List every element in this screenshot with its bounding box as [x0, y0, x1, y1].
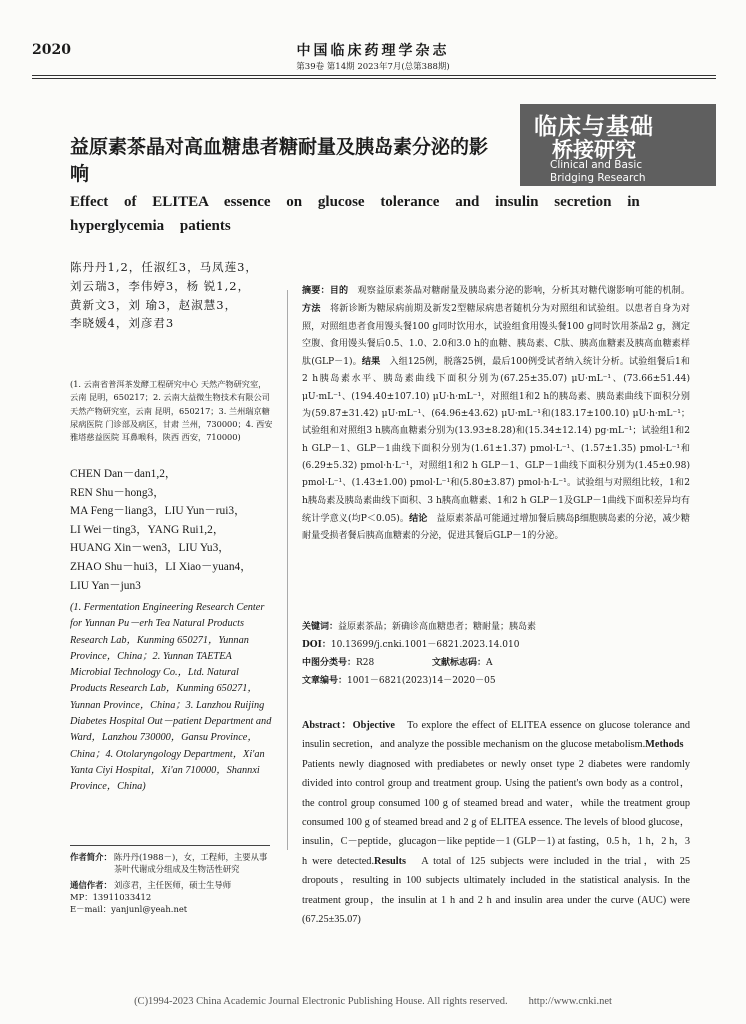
abstract-en	[302, 716, 694, 929]
doc-code-label: 文献标志码：	[432, 658, 487, 668]
section-logo-cn-line1: 临床与基础	[534, 113, 654, 140]
bio-label: 作者简介：	[70, 852, 112, 862]
doi-value: 10.13699/j.cnki.1001－6821.2023.14.010	[330, 640, 520, 650]
author-line: HUANG Xin－wen3，LIU Yu3，	[70, 542, 230, 555]
objective-label-cn: 目的	[329, 285, 349, 296]
results-label-cn: 结果	[361, 356, 381, 368]
article-number-label: 文章编号：	[302, 676, 348, 686]
doi-line	[302, 636, 690, 654]
classification-line	[302, 654, 690, 672]
objective-cn: 观察益原素茶晶对糖耐量及胰岛素分泌的影响，分析其对糖代谢影响可能的机制。	[348, 286, 690, 296]
author-notes-rule	[70, 845, 270, 846]
author-line: CHEN Dan－dan1,2，	[70, 468, 177, 480]
section-logo	[520, 104, 716, 186]
author-line: LIU Yan－jun3	[70, 579, 141, 592]
abstract-cn	[302, 282, 690, 545]
keywords-line	[302, 618, 690, 636]
results-cn: 入组125例，脱落25例，最后100例受试者纳入统计分析。试验组餐后1和2 h胰岛素水平、胰岛素曲线下面积分别为(67.25±35.07) μU·mL⁻¹、(73.66±51.44) μU·mL⁻¹、(194.40±107.10) μU·h·mL⁻¹，对照组1和2 h的胰岛素、胰岛素曲线下面积分别为(59.87±31.42) μU·mL⁻¹、(64.96±43.62) μU·mL⁻¹和(183.17±100.10) μU·h·mL⁻¹；试验组和对照组3 h胰高血糖素分别为(13.93±8.28)和(15.34±12.14) pg·mL⁻¹；试验组1和2 h GLP－1、GLP－1曲线下面积分别为(1.61±1.37) pmol·L⁻¹、(1.57±1.35) pmol·L⁻¹和(6.29±5.32) pmol·h·L⁻¹，对照组1和2 h GLP－1、GLP－1曲线下面积分别为(1.45±0.98) pmol·L⁻¹、(1.43±1.00) pmol·L⁻¹和(5.80±3.87) pmol·h·L⁻¹。试验组与对照组比较，1和2 h胰岛素及胰岛素曲线下面积、3 h胰高血糖素、1和2 h GLP－1及GLP－1曲线下面积差异均有统计学意义(均P＜0.05)。	[302, 357, 690, 524]
header-rule	[32, 75, 716, 76]
author-line: LI Wei－ting3，YANG Rui1,2，	[70, 523, 225, 536]
results-en: A total of 125 subjects were included in the trial，with 25 dropouts，resulting in 100 subjects ultimately included in the statistical analysis. In the treatment group，the insulin at 1 h and 2 h and insulin area under the curve (AUC) were (67.25±35.07)	[302, 855, 690, 926]
author-line: 李晓媛4，刘彦君3	[70, 316, 175, 331]
methods-label-cn: 方法	[302, 303, 321, 315]
author-line: 刘云瑞3，李伟婷3，杨 锐1,2，	[70, 278, 251, 293]
column-divider	[287, 290, 288, 850]
title-en: Effect of ELITEA essence on glucose tolerance and insulin secretion in hyperglycemia patients	[70, 194, 640, 234]
issue-line: 第39卷 第14期 2023年7月(总第388期)	[296, 62, 450, 72]
header-rule-thin	[32, 78, 716, 79]
author-line: 陈丹丹1,2，任淑红3，马凤莲3，	[70, 260, 258, 274]
section-logo-en-line2: Bridging Research	[550, 172, 646, 184]
conclusion-label-cn: 结论	[409, 512, 428, 524]
affiliations-cn: (1. 云南省普洱茶发酵工程研究中心 天然产物研究室，云南 昆明，650217；2. 云南大益微生物技术有限公司 天然产物研究室，云南 昆明，650217；3. 兰州瑞京糖尿病医院 门诊部及病区，甘肃 兰州，730000；4. 西安雅塔慈益医院 耳鼻喉科，陕西 西安，710000)	[70, 379, 273, 443]
objective-en: To explore the effect of ELITEA essence on glucose tolerance and insulin secretion，and analyze the possible mechanism on the glucose metabolism.	[302, 720, 691, 751]
doc-code-value: A	[486, 658, 493, 668]
author-line: 黄新文3，刘 瑜3，赵淑慧3，	[70, 297, 238, 312]
methods-cn: 将新诊断为糖尿病前期及新发2型糖尿病患者随机分为对照组和试验组。以患者自身为对照，对照组患者食用馒头餐100 g同时饮用水，试验组食用馒头餐100 g同时饮用茶晶2 g，测定空腹、食用馒头餐后0.5、1.0、2.0和3.0 h的血糖、胰岛素、C肽、胰高血糖素及胰高血糖素样肽(GLP－1)。	[302, 304, 690, 368]
class-value: R28	[356, 658, 375, 668]
copyright-footer: (C)1994-2023 China Academic Journal Electronic Publishing House. All rights reserved. http://www.cnki.net	[134, 996, 612, 1007]
doi-block	[302, 618, 690, 690]
abstract-en-label: Abstract：	[302, 720, 353, 731]
corresponding-label: 通信作者：	[70, 879, 112, 890]
conclusion-cn: 益原素茶晶可能通过增加餐后胰岛β细胞胰岛素的分泌，减少糖耐量受损者餐后胰高血糖素的分泌，促进其餐后GLP－1的分泌。	[302, 513, 690, 542]
keywords-label: 关键词：	[302, 622, 339, 632]
abstract-cn-label: 摘要：	[302, 285, 330, 296]
page-number: 2020	[32, 42, 71, 58]
article-number-value: 1001－6821(2023)14－2020－05	[347, 676, 496, 686]
section-logo-cn-line2: 桥接研究	[552, 137, 636, 162]
class-label: 中图分类号：	[302, 658, 357, 668]
corresponding-text: 刘彦君，主任医师，硕士生导师	[113, 879, 232, 890]
section-logo-en-line1: Clinical and Basic	[550, 159, 643, 171]
email: E－mail：yanjunl@yeah.net	[70, 904, 188, 915]
methods-en: Patients newly diagnosed with prediabetes or newly onset type 2 diabetes were randomly divided into control group and treatment group. Using the patient's own body as a control，the control group consumed 100 g of steamed bread and water，while the treatment group consumed 100 g of steamed bread and 2 g of ELITEA essence. The levels of blood glucose，insulin，C－peptide，glucagon－like peptide－1 (GLP－1) at fasting，0.5 h，1 h，2 h，3 h were detected.	[302, 739, 694, 867]
authors-en	[70, 465, 274, 595]
author-notes	[70, 851, 274, 915]
objective-label-en: Objective	[352, 720, 395, 731]
keywords-text: 益原素茶晶；新确诊高血糖患者；糖耐量；胰岛素	[338, 622, 537, 632]
results-label-en: Results	[374, 855, 407, 867]
methods-label-en: Methods	[645, 739, 684, 751]
authors-cn	[70, 258, 274, 333]
article-number-line	[302, 672, 690, 690]
affiliations-en: (1. Fermentation Engineering Research Center for Yunnan Pu－erh Tea Natural Products Research Lab，Kunming 650271，Yunnan Province，China；2. Yunnan TAETEA Microbial Technology Co.，Ltd. Natural Products Research Lab，Kunming 650271，Yunnan Province，China；3. Lanzhou Ruijing Diabetes Hospital Out－patient Department and Ward，Lanzhou 730000，Gansu Province，China；4. Otolaryngology Department，Xi'an Yanta Ciyi Hospital，Xi'an 710000，Shannxi Province，China)	[70, 602, 272, 793]
author-line: MA Feng－liang3，LIU Yun－rui3，	[70, 505, 246, 518]
bio-text: 陈丹丹(1988－)，女，工程师，主要从事茶叶代谢成分组成及生物活性研究	[113, 852, 268, 875]
title-cn: 益原素茶晶对高血糖患者糖耐量及胰岛素分泌的影响	[70, 136, 489, 185]
author-line: REN Shu－hong3，	[70, 486, 165, 499]
doi-label: DOI：	[302, 640, 331, 650]
journal-title: 中国临床药理学杂志	[296, 43, 450, 59]
author-line: ZHAO Shu－hui3，LI Xiao－yuan4，	[70, 560, 252, 573]
mobile-phone: MP：13911033412	[70, 891, 152, 902]
